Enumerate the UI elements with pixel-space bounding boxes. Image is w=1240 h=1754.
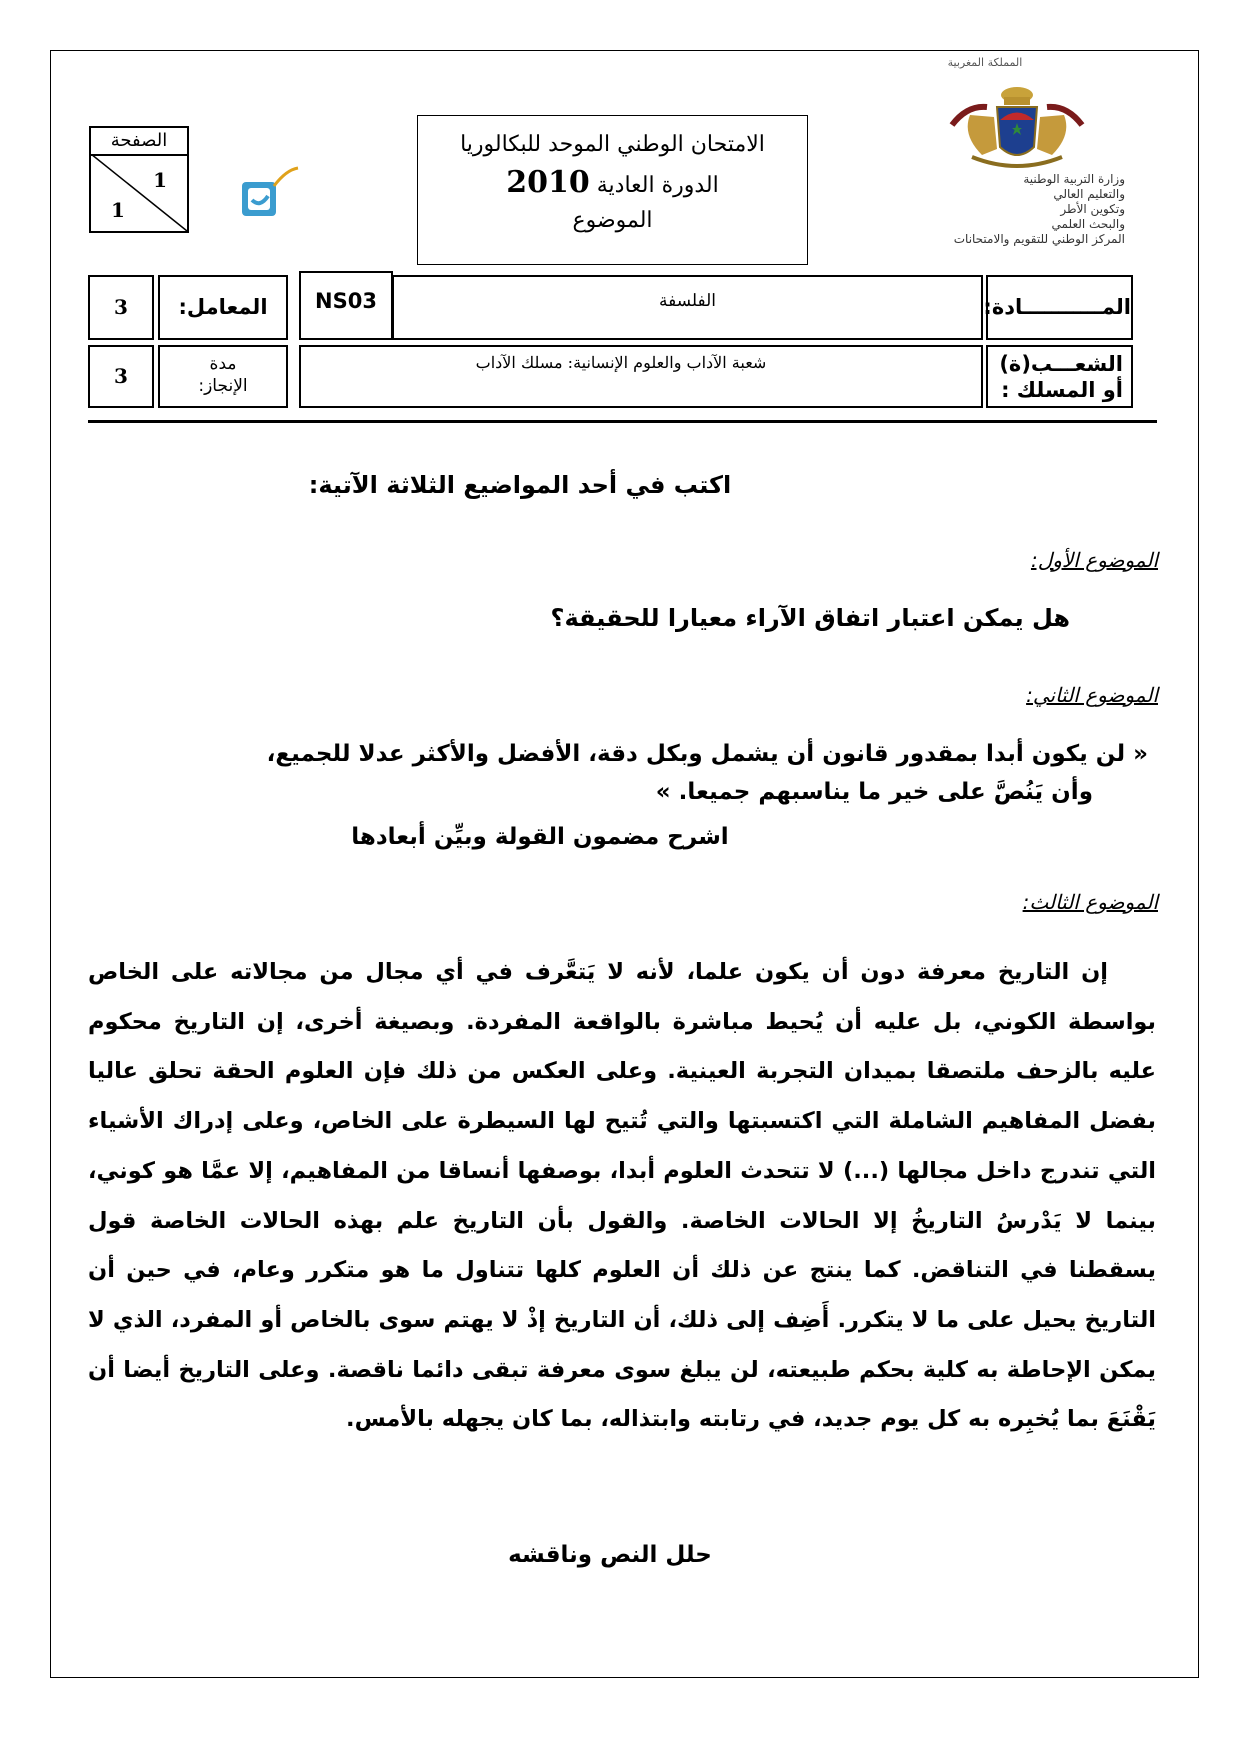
page-current: 1	[153, 168, 167, 192]
branch-value: شعبة الآداب والعلوم الإنسانية: مسلك الآداب	[475, 353, 767, 372]
ministry-line: والتعليم العالي	[1053, 187, 1125, 201]
ministry-line: وزارة التربية الوطنية	[1023, 172, 1125, 186]
page-diagonal-line	[91, 154, 187, 231]
session-label: الدورة العادية	[596, 173, 719, 198]
subject-code: NS03	[315, 289, 377, 313]
topic2-quote	[88, 735, 1148, 811]
coef-value: 3	[114, 295, 128, 319]
topic3-task: حلل النص وناقشه	[508, 1542, 712, 1568]
topic3-text: إن التاريخ معرفة دون أن يكون علما، لأنه لا يَتعَّرف في أي مجال من مجالاته على الخاص بواسطة الكوني، بل عليه أن يُحيط مباشرة بالواقعة المفردة. وبصيغة أخرى، إن التاريخ محكوم عليه بالزحف ملتصقا بميدان التجربة العينية. وعلى العكس من ذلك فإن العلوم الحقة تحلق عاليا بفضل المفاهيم الشاملة التي اكتسبتها والتي تُتيح لها السيطرة على الخاص، وعلى إدراك الأشياء التي تندرج داخل مجالها (...) لا تتحدث العلوم أبدا، بوصفها أنساقا من المفاهيم، إلا عمَّا هو كوني، بينما لا يَدْرسُ التاريخُ إلا الحالات الخاصة. والقول بأن التاريخ علم بهذه الحالات الخاصة قول يسقطنا في التناقض. كما ينتج عن ذلك أن العلوم كلها تتناول ما هو متكرر وعام، في حين أن التاريخ يحيل على ما لا يتكرر. أَضِف إلى ذلك، أن التاريخ إذْ لا يهتم سوى بالخاص أو المفرد، الذي لا يمكن الإحاطة به كلية بحكم طبيعته، لن يبلغ سوى معرفة تبقى دائما ناقصة. وعلى التاريخ أيضا أن يَقْنَعَ بما يُخبِره به كل يوم جديد، في رتابته وابتذاله، بما كان يجهله بالأمس.	[88, 959, 1156, 1433]
duration-label-line: مدة	[209, 354, 237, 374]
topic2-task: اشرح مضمون القولة وبيِّن أبعادها	[351, 824, 729, 850]
page-total: 1	[111, 198, 125, 222]
quote-line: وأن يَنُصَّ على خير ما يناسبهم جميعا. »	[655, 779, 1093, 805]
page-label: الصفحة	[91, 128, 187, 156]
branch-label-line: أو المسلك :	[1001, 378, 1123, 402]
exam-title: الامتحان الوطني الموحد للبكالوريا	[460, 132, 765, 157]
page-number-box	[89, 126, 189, 233]
instruction: اكتب في أحد المواضيع الثلاثة الآتية:	[308, 471, 732, 499]
duration-value: 3	[114, 364, 128, 388]
coef-label-cell	[158, 275, 288, 340]
branch-value-cell	[299, 345, 983, 408]
exam-session	[418, 165, 807, 200]
duration-label-line: الإنجاز:	[198, 376, 248, 396]
exam-title-box	[417, 115, 808, 265]
moroccan-coat-of-arms-icon	[942, 85, 1092, 171]
topic1-heading: الموضوع الأول:	[1030, 548, 1158, 572]
subject-word: الموضوع	[572, 208, 653, 233]
subject-label: المـــــــــــادة:	[983, 295, 1131, 319]
topic1-question: هل يمكن اعتبار اتفاق الآراء معيارا للحقيقة؟	[550, 604, 1070, 632]
subject-label-cell	[983, 275, 1133, 340]
ministry-line: وتكوين الأطر	[1060, 202, 1125, 216]
assessment-center-logo-icon	[238, 166, 302, 222]
coef-label: المعامل:	[178, 295, 268, 319]
kingdom-name: المملكة المغربية	[947, 56, 1023, 69]
subject-value: الفلسفة	[658, 291, 716, 311]
coef-value-cell	[88, 275, 154, 340]
exam-year: 2010	[506, 165, 590, 200]
header-divider	[88, 420, 1157, 423]
ministry-name	[880, 172, 1125, 247]
branch-label-line: الشعـــب(ة)	[999, 352, 1123, 376]
duration-value-cell	[88, 345, 154, 408]
topic3-heading: الموضوع الثالث:	[1022, 890, 1158, 914]
quote-line: « لن يكون أبدا بمقدور قانون أن يشمل وبكل دقة، الأفضل والأكثر عدلا للجميع،	[266, 741, 1148, 767]
branch-label	[988, 347, 1131, 403]
subject-value-cell	[392, 275, 983, 340]
branch-label-cell	[986, 345, 1133, 408]
subject-code-cell	[299, 271, 393, 340]
ministry-line: المركز الوطني للتقويم والامتحانات	[953, 232, 1125, 246]
topic2-heading: الموضوع الثاني:	[1026, 683, 1158, 707]
ministry-line: والبحث العلمي	[1051, 217, 1125, 231]
